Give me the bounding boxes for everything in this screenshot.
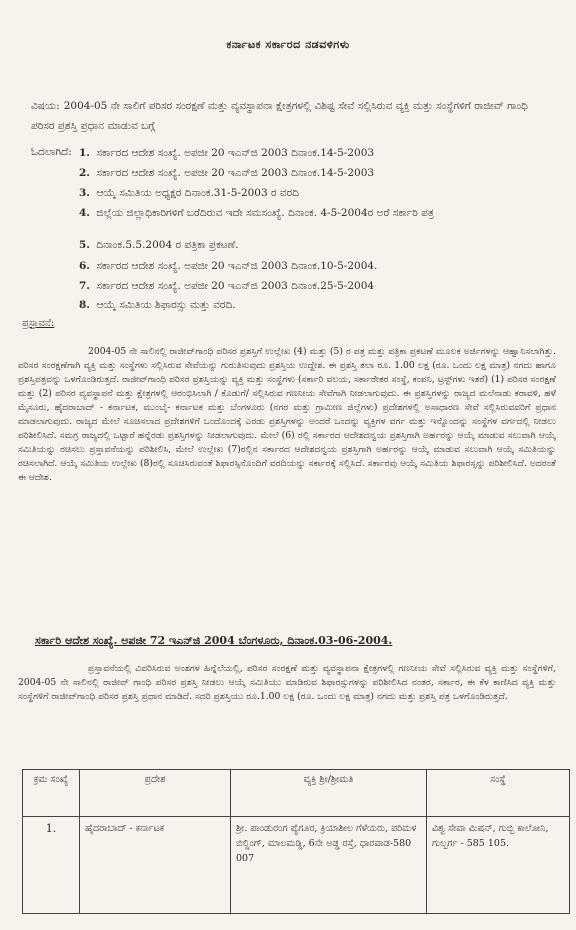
subject-block	[31, 96, 551, 136]
reference-number: 3.	[79, 187, 90, 199]
subject-text: 2004-05 ನೇ ಸಾಲಿಗೆ ಪರಿಸರ ಸಂರಕ್ಷಣೆ ಮತ್ತು ವ್ಯವಸ್ಥಾಪನಾ ಕ್ಷೇತ್ರಗಳಲ್ಲಿ ವಿಶಿಷ್ಟ ಸೇವೆ ಸಲ್ಲಿಸಿರುವ ವ್ಯಕ್ತಿ ಮತ್ತು ಸಂಸ್ಥೆಗಳಿಗೆ ರಾಜೀವ್ ಗಾಂಧಿ ಪರಿಸರ ಪ್ರಶಸ್ತಿ ಪ್ರಧಾನ ಮಾಡುವ ಬಗ್ಗೆ	[31, 100, 528, 132]
reference-number: 5.	[79, 239, 90, 251]
reference-text: ಆಯ್ಕೆ ಸಮಿತಿಯ ಅಧ್ಯಕ್ಷರ ದಿನಾಂಕ.31-5-2003 ರ ವರದಿ	[96, 187, 299, 199]
document-header: ಕರ್ನಾಟಕ ಸರ್ಕಾರದ ನಡವಳಿಗಳು	[226, 38, 350, 51]
preamble-paragraph: 2004-05 ನೇ ಸಾಲಿನಲ್ಲಿ ರಾಜೀವ್‌ಗಾಂಧಿ ಪರಿಸರ ಪ್ರಶಸ್ತಿಗೆ ಉಲ್ಲೇಖ (4) ಮತ್ತು (5) ರ ಪತ್ರ ಮತ್ತು ಪತ್ರಿಕಾ ಪ್ರಕಟಣೆ ಮೂಲಕ ಅರ್ಜಿಗಳನ್ನು ಆಹ್ವಾನಿಸಲಾಗಿತ್ತು. ಪರಿಸರ ಸಂರಕ್ಷಣೆಗಾಗಿ ವ್ಯಕ್ತಿ ಮತ್ತು ಸಂಸ್ಥೆಗಳು ಸಲ್ಲಿಸಿರುವ ಸೇವೆಯನ್ನು ಗುರುತಿಸುವುದು ಪ್ರಶಸ್ತಿಯ ಉದ್ದೇಶ. ಈ ಪ್ರಶಸ್ತಿ ತಲಾ ರೂ. 1.00 ಲಕ್ಷ (ರೂ. ಒಂದು ಲಕ್ಷ ಮಾತ್ರ) ನಗದು ಹಾಗೂ ಪ್ರಶಸ್ತಿಪತ್ರವನ್ನು ಒಳಗೊಂಡಿರುತ್ತದೆ. ರಾಜೀವ್‌ಗಾಂಧಿ ಪರಿಸರ ಪ್ರಶಸ್ತಿಯನ್ನು ವ್ಯಕ್ತಿ ಮತ್ತು ಸಂಸ್ಥೆಗಳು (ಸರ್ಕಾರಿ ವಲಯ, ಸರ್ಕಾರೇತರ ಸಂಸ್ಥೆ, ಕಂಪನಿ, ಟ್ರಸ್ಟ್‌ಗಳು ಇತರೆ) (1) ಪರಿಸರ ಸಂರಕ್ಷಣೆ ಮತ್ತು (2) ಪರಿಸರ ವ್ಯವಸ್ಥಾಪನೆ ಮತ್ತು ಕ್ಷೇತ್ರಗಳಲ್ಲಿ ಆರಂಭಿಸಿಲಾಗಿ / ಕೊಡುಗೆ/ ಸಲ್ಲಿಸಿರುವ ಗಣನೀಯ ಸೇವೆಗಾಗಿ ನೀಡಲಾಗುವುದು. ಈ ಪ್ರಶಸ್ತಿಗಳನ್ನು ರಾಜ್ಯದ ಮಲೆನಾಡು ಕರಾವಳಿ, ಹಳೆ ಮೈಸೂರು, ಹೈದರಾಬಾದ್ - ಕರ್ನಾಟಕ, ಮುಂಬೈ- ಕರ್ನಾಟಕ ಮತ್ತು ಬೆಂಗಳೂರು (ನಗರ ಮತ್ತು ಗ್ರಾಮೀಣ ಜಿಲ್ಲೆಗಳು) ಪ್ರದೇಶಗಳಲ್ಲಿ ಅಸಾಧಾರಣ ಸೇವೆ ಸಲ್ಲಿಸಿರುವವರಿಗೆ ಪ್ರಧಾನ ಮಾಡಲಾಗುವುದು. ರಾಜ್ಯದ ಮೇಲೆ ಸೂಚಿಸಲಾದ ಪ್ರದೇಶಗಳಿಗೆ ಒಂದೊಂದಕ್ಕೆ ಎರಡು ಪ್ರಶಸ್ತಿಗಳನ್ನು ಅಂದರೆ ಒಂದನ್ನು ವ್ಯಕ್ತಿಗಳ ವರ್ಗ ಮತ್ತು ಇನ್ನೊಂದನ್ನು ಸಂಸ್ಥೆಗಳ ವರ್ಗದಲ್ಲಿ ನೀಡಲು ಪರಿಶೀಲಿಸಿದೆ. ಸಮಗ್ರ ರಾಜ್ಯದಲ್ಲಿ ಒಟ್ಟಾರೆ ಹನ್ನೆರಡು ಪ್ರಶಸ್ತಿಗಳನ್ನು ನೀಡಲಾಗುವುದು. ಮೇಲೆ (6) ರಲ್ಲಿ ಸರ್ಕಾರದ ಆದೇಶದನ್ವಯ ಪ್ರಶಸ್ತಿಗಾಗಿ ಅರ್ಹರನ್ನು ಆಯ್ಕೆ ಮಾಡುವ ಸಲುವಾಗಿ ಆಯ್ಕೆ ಸಮಿತಿಯನ್ನು ರಚಿಸಲು ಪ್ರಸ್ತಾವನೆಯನ್ನು ಪರಿಶೀಲಿಸಿ, ಮೇಲೆ ಉಲ್ಲೇಖ (7)ರಲ್ಲಿನ ಸರ್ಕಾರದ ಆದೇಶದನ್ವಯ ಪ್ರಶಸ್ತಿಗಾಗಿ ಅರ್ಹರನ್ನು ಆಯ್ಕೆ ಮಾಡುವ ಸಲುವಾಗಿ ಆಯ್ಕೆ ಸಮಿತಿಯನ್ನು ರಚಿಸಲಾಗಿದೆ. ಆಯ್ಕೆ ಸಮಿತಿಯ ಉಲ್ಲೇಖ (8)ರಲ್ಲಿ ಸೂಚಿಸಿರುವಂತೆ ಶಿಫಾರಸ್ಸಿನೊಂದಿಗೆ ವರದಿಯನ್ನು ಸರ್ಕಾರಕ್ಕೆ ಸಲ್ಲಿಸಿದೆ. ಸರ್ಕಾರವು ಆಯ್ಕೆ ಸಮಿತಿಯ ಶಿಫಾರಸ್ಸನ್ನು ಪರಿಶೀಲಿಸಿದೆ. ಅದರಂತೆ ಈ ಆದೇಶ.	[18, 346, 556, 483]
reference-item	[79, 146, 539, 161]
reference-text: ಸರ್ಕಾರದ ಆದೇಶ ಸಂಖ್ಯೆ. ಅಪಜೀ 20 ಇಎನ್‌ಜಿ 2003 ದಿನಾಂಕ.14-5-2003	[96, 147, 375, 159]
reference-number: 1.	[79, 147, 90, 159]
reference-item	[79, 259, 539, 274]
column-header-serial: ಕ್ರಮ ಸಂಖ್ಯೆ	[23, 770, 80, 817]
column-header-organization: ಸಂಸ್ಥೆ	[427, 770, 570, 817]
reference-item	[79, 279, 539, 294]
subject-label: ವಿಷಯ:	[31, 100, 60, 112]
reference-text: ಸರ್ಕಾರದ ಆದೇಶ ಸಂಖ್ಯೆ. ಅಪಜೀ 20 ಇಎನ್‌ಜಿ 2003 ದಿನಾಂಕ.14-5-2003	[96, 167, 375, 179]
reference-text: ಜಿಲ್ಲೆಯ ಜಿಲ್ಲಾಧಿಕಾರಿಗಳಿಗೆ ಬರೆದಿರುವ ಇದೇ ಸಮಸಂಖ್ಯೆ. ದಿನಾಂಕ. 4-5-2004ರ ಅರೆ ಸರ್ಕಾರಿ ಪತ್ರ	[96, 207, 434, 219]
reference-text: ಸರ್ಕಾರದ ಆದೇಶ ಸಂಖ್ಯೆ. ಅಪಜೀ 20 ಇಎನ್‌ಜಿ 2003 ದಿನಾಂಕ.10-5-2004.	[96, 260, 378, 272]
references-title: ಓದಲಾಗಿದೆ:	[31, 146, 72, 158]
reference-item	[79, 186, 539, 201]
award-table	[22, 769, 570, 914]
table-row	[23, 817, 570, 914]
row-serial: 1.	[23, 817, 80, 914]
row-organization: ವಿಶ್ವ ಸೇವಾ ಮಿಷನ್, ಗುಬ್ಬಿ ಕಾಲೋನಿ, ಗುಲ್ಬರ್ಗ - 585 105.	[427, 817, 570, 914]
reference-number: 7.	[79, 280, 90, 292]
reference-text: ದಿನಾಂಕ.5.5.2004 ರ ಪತ್ರಿಕಾ ಪ್ರಕಟಣೆ.	[96, 239, 239, 251]
reference-number: 8.	[79, 299, 90, 311]
reference-item	[79, 166, 539, 181]
column-header-person: ವ್ಯಕ್ತಿ ಶ್ರೀ/ಶ್ರೀಮತಿ	[231, 770, 427, 817]
row-person: ಶ್ರೀ. ಪಾಂಡುರಂಗ ಪ್ಯೆಗೂರ, ಕ್ರಿಯಾಶೀಲ ಗೆಳೆಯರು, ಪರಿಮಳ ಬಿಲ್ಡಿಂಗ್, ಮಾಲಮಡ್ಡಿ, 6ನೇ ಅಡ್ಡ ರಸ್ತೆ, ಧಾರವಾಡ-580 007	[231, 817, 427, 914]
reference-item	[79, 206, 539, 221]
reference-number: 4.	[79, 207, 90, 219]
preamble-label: ಪ್ರಸ್ತಾವನೆ:	[22, 318, 55, 329]
reference-item	[79, 238, 539, 253]
reference-number: 6.	[79, 260, 90, 272]
reference-text: ಸರ್ಕಾರದ ಆದೇಶ ಸಂಖ್ಯೆ. ಅಪಜೀ 20 ಇಎನ್‌ಜಿ 2003 ದಿನಾಂಕ.25-5-2004	[96, 280, 375, 292]
order-number-line: ಸರ್ಕಾರಿ ಆದೇಶ ಸಂಖ್ಯೆ. ಅಪಜೀ 72 ಇಎನ್‌ಜಿ 2004 ಬೆಂಗಳೂರು, ದಿನಾಂಕ.03-06-2004.	[35, 634, 393, 647]
row-region: ಹೈದರಾಬಾದ್ - ಕರ್ನಾಟಕ	[80, 817, 231, 914]
reference-text: ಆಯ್ಕೆ ಸಮಿತಿಯ ಶಿಫಾರಸ್ಸು ಮತ್ತು ವರದಿ.	[96, 299, 236, 311]
column-header-region: ಪ್ರದೇಶ	[80, 770, 231, 817]
table-header-row	[23, 770, 570, 817]
reference-item	[79, 298, 539, 313]
order-paragraph: ಪ್ರಸ್ತಾವನೆಯಲ್ಲಿ ವಿವರಿಸಿರುವ ಅಂಶಗಳ ಹಿನ್ನೆಲೆಯಲ್ಲಿ, ಪರಿಸರ ಸಂರಕ್ಷಣೆ ಮತ್ತು ವ್ಯವಸ್ಥಾಪನಾ ಕ್ಷೇತ್ರಗಳಲ್ಲಿ ಗಣನೀಯ ಸೇವೆ ಸಲ್ಲಿಸಿರುವ ವ್ಯಕ್ತಿ ಮತ್ತು ಸಂಸ್ಥೆಗಳಿಗೆ, 2004-05 ನೇ ಸಾಲಿನಲ್ಲಿ ರಾಜೀವ್ ಗಾಂಧಿ ಪರಿಸರ ಪ್ರಶಸ್ತಿ ನೀಡಲು ಆಯ್ಕೆ ಸಮಿತಿಯು ಮಾಡಿರುವ ಶಿಫಾರಸ್ಸುಗಳನ್ನು ಪರಿಶೀಲಿಸಿದ ನಂತರ, ಸರ್ಕಾರ, ಈ ಕೆಳ ಕಾಣಿಸಿದ ವ್ಯಕ್ತಿ ಮತ್ತು ಸಂಸ್ಥೆಗಳಿಗೆ ರಾಜೀವ್‌ಗಾಂಧಿ ಪರಿಸರ ಪ್ರಶಸ್ತಿ ಪ್ರಧಾನ ಮಾಡಿದೆ. ಸದರಿ ಪ್ರಶಸ್ತಿಯು ರೂ.1.00 ಲಕ್ಷ (ರೂ. ಒಂದು ಲಕ್ಷ ಮಾತ್ರ) ನಗದು ಮತ್ತು ಪ್ರಶಸ್ತಿ ಪತ್ರ ಒಳಗೊಂಡಿರುತ್ತದೆ.	[18, 663, 556, 702]
reference-number: 2.	[79, 167, 90, 179]
